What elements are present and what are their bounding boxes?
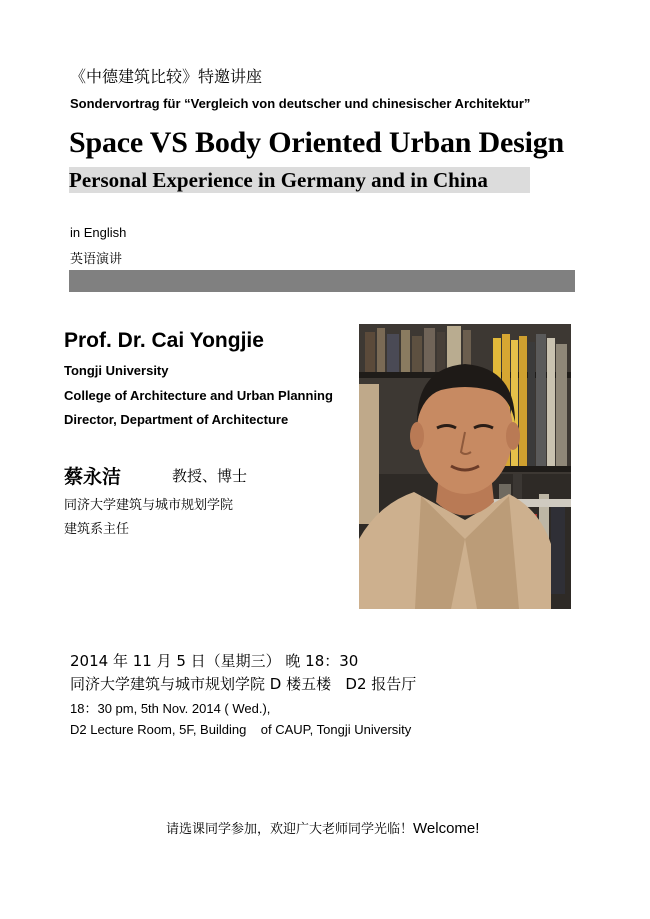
event-date-cn: 2014 年 11 月 5 日（星期三） 晚 18：30 (70, 652, 359, 670)
language-note-en: in English (70, 225, 127, 240)
series-title: 《中德建筑比较》特邀讲座 (70, 67, 263, 86)
speaker-name: Prof. Dr. Cai Yongjie (64, 329, 264, 352)
language-note-zh: 英语演讲 (70, 252, 123, 267)
lecture-subtitle: Personal Experience in Germany and in China (69, 168, 488, 192)
invitation-text-cn: 请选课同学参加，欢迎广大老师同学光临！ (166, 822, 414, 837)
speaker-title-cn: 教授、博士 (172, 467, 248, 485)
speaker-name-cn: 蔡永洁 (64, 466, 122, 488)
event-date-en: 18：30 pm, 5th Nov. 2014 ( Wed.), (70, 701, 271, 716)
speaker-photo (359, 324, 571, 609)
welcome-text: Welcome! (413, 820, 480, 837)
speaker-affiliation: College of Architecture and Urban Planning (64, 388, 333, 403)
invitation-footer (166, 818, 479, 837)
german-subtitle: Sondervortrag für “Vergleich von deutscher und chinesischer Architektur” (70, 96, 531, 111)
speaker-affiliation-cn: 建筑系主任 (64, 522, 130, 537)
lecture-title: Space VS Body Oriented Urban Design (69, 126, 565, 159)
event-venue-en: D2 Lecture Room, 5F, Building of CAUP, Tongji University (70, 722, 412, 737)
speaker-affiliation: Director, Department of Architecture (64, 412, 289, 427)
speaker-affiliation-cn: 同济大学建筑与城市规划学院 (64, 498, 234, 513)
speaker-affiliation: Tongji University (64, 363, 169, 378)
divider-bar (69, 270, 575, 292)
event-venue-cn: 同济大学建筑与城市规划学院 D 楼五楼 D2 报告厅 (70, 675, 417, 693)
